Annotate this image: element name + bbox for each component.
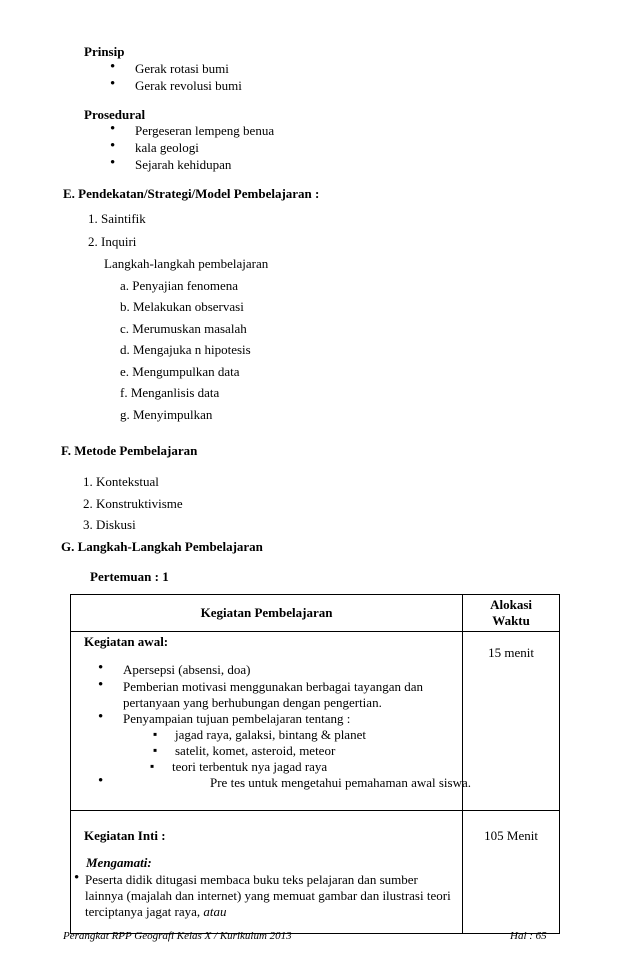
header-time xyxy=(463,595,560,632)
bullet-icon: • xyxy=(98,773,104,789)
list-item: d. Mengajuka n hipotesis xyxy=(120,342,251,357)
list-item: f. Menganlisis data xyxy=(120,385,220,400)
sub-list-item: ▪ teori terbentuk nya jagad raya xyxy=(172,759,327,775)
core-title: Kegiatan Inti : xyxy=(84,828,166,843)
list-item: 3. Diskusi xyxy=(83,517,136,532)
section-e-heading: E. Pendekatan/Strategi/Model Pembelajaran : xyxy=(63,186,320,201)
table-header-row xyxy=(71,595,560,632)
core-line-text: terciptanya jagat raya, xyxy=(85,904,204,919)
time-cell-opening xyxy=(463,632,560,811)
learning-activities-table xyxy=(70,594,560,934)
list-item: g. Menyimpulkan xyxy=(120,407,213,422)
time-cell-core xyxy=(463,811,560,934)
footer-left: Perangkat RPP Geografi Kelas X / Kurikulum 2013 xyxy=(63,930,292,942)
steps-heading: Langkah-langkah pembelajaran xyxy=(104,256,269,271)
header-time-line1: Alokasi xyxy=(490,597,533,612)
table-row xyxy=(71,632,560,811)
list-item-continuation: pertanyaan yang berhubungan dengan pengertian. xyxy=(123,695,382,710)
meeting-label: Pertemuan : 1 xyxy=(90,569,169,584)
list-item: • Penyampaian tujuan pembelajaran tentang : xyxy=(123,711,350,727)
header-time-line2: Waktu xyxy=(492,613,530,628)
activity-cell-core xyxy=(71,811,463,934)
sub-list-item: ▪ satelit, komet, asteroid, meteor xyxy=(175,743,335,759)
sub-list-item: ▪ jagad raya, galaksi, bintang & planet xyxy=(175,727,366,743)
list-item: b. Melakukan observasi xyxy=(120,299,244,314)
list-item: • Pergeseran lempeng benua xyxy=(135,123,274,139)
prosedural-heading: Prosedural xyxy=(84,107,146,122)
activity-cell-opening xyxy=(71,632,472,811)
list-item: Pre tes untuk mengetahui pemahaman awal siswa. xyxy=(210,775,472,790)
list-item: • Pemberian motivasi menggunakan berbagai tayangan dan xyxy=(123,679,423,695)
header-activity: Kegiatan Pembelajaran xyxy=(71,595,463,632)
list-item: • Gerak revolusi bumi xyxy=(135,78,242,94)
list-item: 2. Inquiri xyxy=(88,234,137,249)
list-item: • Sejarah kehidupan xyxy=(135,157,231,173)
prinsip-heading: Prinsip xyxy=(84,44,125,59)
list-item: • Gerak rotasi bumi xyxy=(135,61,229,77)
list-item: 1. Saintifik xyxy=(88,211,146,226)
list-item: a. Penyajian fenomena xyxy=(120,278,239,293)
section-f-heading: F. Metode Pembelajaran xyxy=(61,443,198,458)
opening-title: Kegiatan awal: xyxy=(84,634,169,649)
observe-subtitle: Mengamati: xyxy=(86,855,152,870)
core-time: 105 Menit xyxy=(484,828,538,843)
list-item: 2. Konstruktivisme xyxy=(83,496,183,511)
list-item: • Apersepsi (absensi, doa) xyxy=(123,662,250,678)
opening-time: 15 menit xyxy=(488,645,534,660)
list-item: c. Merumuskan masalah xyxy=(120,321,247,336)
bullet-icon: • xyxy=(74,870,80,886)
core-line: lainnya (majalah dan internet) yang memuat gambar dan ilustrasi teori xyxy=(85,888,451,903)
page-number: Hal : 65 xyxy=(510,930,547,942)
core-line: Peserta didik ditugasi membaca buku teks pelajaran dan sumber xyxy=(85,872,418,887)
list-item: • kala geologi xyxy=(135,140,199,156)
list-item: e. Mengumpulkan data xyxy=(120,364,240,379)
table-row xyxy=(71,811,560,934)
list-item: 1. Kontekstual xyxy=(83,474,159,489)
core-line-italic: atau xyxy=(203,904,227,919)
core-line xyxy=(85,904,227,920)
section-g-heading: G. Langkah-Langkah Pembelajaran xyxy=(61,539,263,554)
